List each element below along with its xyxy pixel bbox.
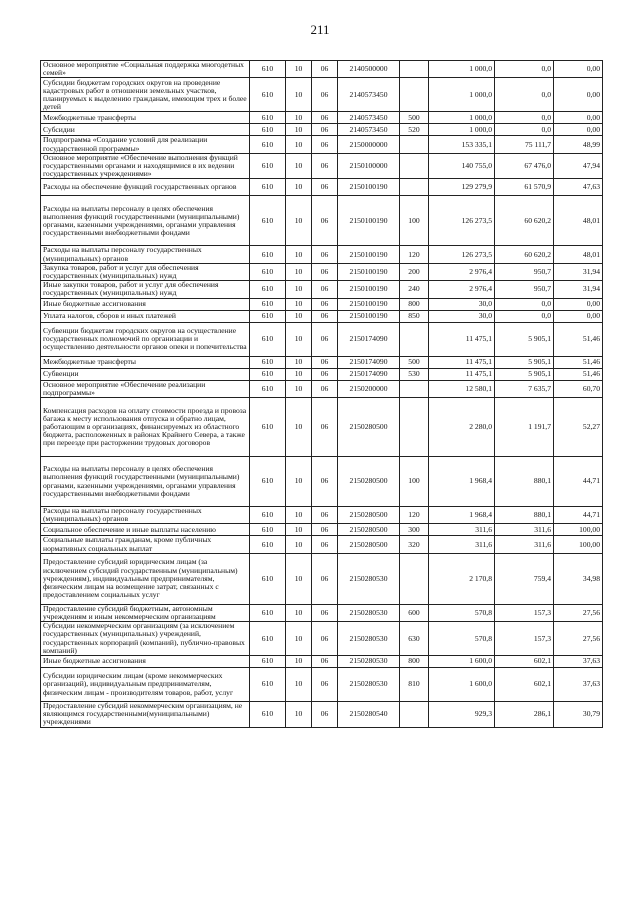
cell-target-article: 2150280500 (338, 536, 400, 553)
cell-podrazdel: 06 (312, 536, 338, 553)
cell-plan: 1 600,0 (429, 656, 495, 668)
table-row (41, 196, 603, 246)
cell-podrazdel: 06 (312, 524, 338, 536)
cell-podrazdel: 06 (312, 281, 338, 298)
cell-plan: 1 000,0 (429, 112, 495, 124)
cell-percent: 0,00 (554, 61, 603, 78)
cell-plan: 2 170,8 (429, 553, 495, 604)
table-row (41, 246, 603, 263)
cell-glava: 610 (250, 124, 286, 136)
cell-actual: 0,0 (495, 112, 554, 124)
cell-actual: 311,6 (495, 524, 554, 536)
cell-actual: 61 570,9 (495, 179, 554, 196)
cell-glava: 610 (250, 702, 286, 728)
page-number: 211 (310, 22, 330, 37)
cell-podrazdel: 06 (312, 263, 338, 280)
cell-target-article: 2150174090 (338, 368, 400, 380)
cell-plan: 929,3 (429, 702, 495, 728)
cell-percent: 100,00 (554, 536, 603, 553)
table-row (41, 368, 603, 380)
table-row (41, 281, 603, 298)
table-row (41, 536, 603, 553)
cell-name: Субсидии юридическим лицам (кроме некоммерческих организаций), индивидуальным предпринимателям, физическим лицам - производителям товаров, работ, услуг (41, 668, 250, 702)
cell-plan: 570,8 (429, 604, 495, 621)
cell-plan: 1 600,0 (429, 668, 495, 702)
table-row (41, 656, 603, 668)
cell-plan: 126 273,5 (429, 246, 495, 263)
cell-glava: 610 (250, 322, 286, 356)
cell-plan: 129 279,9 (429, 179, 495, 196)
cell-podrazdel: 06 (312, 78, 338, 112)
cell-plan: 570,8 (429, 622, 495, 656)
cell-plan: 2 280,0 (429, 398, 495, 457)
cell-actual: 0,0 (495, 310, 554, 322)
cell-actual: 880,1 (495, 457, 554, 507)
cell-name: Иные закупки товаров, работ и услуг для обеспечения государственных (муниципальных) нужд (41, 281, 250, 298)
cell-expense-type (400, 136, 429, 153)
cell-plan: 1 968,4 (429, 457, 495, 507)
cell-razdel: 10 (286, 524, 312, 536)
cell-plan: 11 475,1 (429, 322, 495, 356)
cell-name: Субсидии (41, 124, 250, 136)
cell-actual: 67 476,0 (495, 153, 554, 179)
cell-podrazdel: 06 (312, 246, 338, 263)
cell-razdel: 10 (286, 298, 312, 310)
cell-razdel: 10 (286, 61, 312, 78)
cell-name: Расходы на обеспечение функций государственных органов (41, 179, 250, 196)
cell-name: Предоставление субсидий юридическим лицам (за исключением субсидий государственным (муниципальным) учреждениям), индивидуальным предпринимателям, физическим лицам на возмещение затрат, связанных с предоставлением социальных услуг (41, 553, 250, 604)
cell-target-article: 2150280500 (338, 457, 400, 507)
cell-glava: 610 (250, 78, 286, 112)
cell-glava: 610 (250, 368, 286, 380)
cell-glava: 610 (250, 298, 286, 310)
cell-razdel: 10 (286, 322, 312, 356)
cell-name: Субвенции бюджетам городских округов на осуществление государственных полномочий по организации и осуществлению деятельности органов опеки и попечительства (41, 322, 250, 356)
cell-actual: 157,3 (495, 622, 554, 656)
table-row (41, 668, 603, 702)
table-row (41, 124, 603, 136)
cell-podrazdel: 06 (312, 356, 338, 368)
cell-glava: 610 (250, 61, 286, 78)
cell-percent: 0,00 (554, 298, 603, 310)
cell-razdel: 10 (286, 124, 312, 136)
cell-target-article: 2150100190 (338, 179, 400, 196)
cell-expense-type: 800 (400, 656, 429, 668)
cell-actual: 75 111,7 (495, 136, 554, 153)
cell-actual: 1 191,7 (495, 398, 554, 457)
cell-expense-type (400, 380, 429, 397)
cell-target-article: 2150100190 (338, 281, 400, 298)
cell-actual: 7 635,7 (495, 380, 554, 397)
cell-expense-type: 120 (400, 507, 429, 524)
cell-target-article: 2150100000 (338, 153, 400, 179)
cell-name: Основное мероприятие «Обеспечение реализации подпрограммы» (41, 380, 250, 397)
cell-plan: 2 976,4 (429, 281, 495, 298)
cell-glava: 610 (250, 136, 286, 153)
cell-razdel: 10 (286, 656, 312, 668)
table-row (41, 136, 603, 153)
cell-razdel: 10 (286, 78, 312, 112)
cell-expense-type: 500 (400, 356, 429, 368)
cell-plan: 2 976,4 (429, 263, 495, 280)
cell-expense-type: 800 (400, 298, 429, 310)
cell-target-article: 2150280530 (338, 553, 400, 604)
cell-percent: 100,00 (554, 524, 603, 536)
cell-plan: 30,0 (429, 310, 495, 322)
cell-plan: 311,6 (429, 524, 495, 536)
cell-percent: 30,79 (554, 702, 603, 728)
cell-name: Компенсация расходов на оплату стоимости проезда и провоза багажа к месту использования отпуска и обратно лицам, работающим в организациях, финансируемых из областного бюджета, расположенных в районах Крайнего Севера, а также при переезде при расторжении трудовых договоров (41, 398, 250, 457)
cell-plan: 1 968,4 (429, 507, 495, 524)
cell-percent: 34,98 (554, 553, 603, 604)
cell-razdel: 10 (286, 604, 312, 621)
cell-expense-type (400, 702, 429, 728)
table-row (41, 322, 603, 356)
cell-expense-type (400, 179, 429, 196)
cell-podrazdel: 06 (312, 61, 338, 78)
cell-expense-type: 240 (400, 281, 429, 298)
cell-expense-type: 120 (400, 246, 429, 263)
cell-razdel: 10 (286, 380, 312, 397)
table-row (41, 604, 603, 621)
table-row (41, 553, 603, 604)
cell-actual: 157,3 (495, 604, 554, 621)
cell-glava: 610 (250, 536, 286, 553)
cell-target-article: 2150174090 (338, 322, 400, 356)
table-row (41, 380, 603, 397)
cell-target-article: 2140573450 (338, 78, 400, 112)
cell-glava: 610 (250, 196, 286, 246)
cell-actual: 5 905,1 (495, 322, 554, 356)
cell-podrazdel: 06 (312, 179, 338, 196)
table-row (41, 179, 603, 196)
cell-razdel: 10 (286, 507, 312, 524)
cell-actual: 0,0 (495, 298, 554, 310)
cell-percent: 48,01 (554, 196, 603, 246)
cell-name: Субсидии бюджетам городских округов на проведение кадастровых работ в отношении земельных участков, планируемых к выделению гражданам, имеющим трех и более детей (41, 78, 250, 112)
table-row (41, 398, 603, 457)
cell-plan: 11 475,1 (429, 356, 495, 368)
cell-razdel: 10 (286, 112, 312, 124)
cell-razdel: 10 (286, 553, 312, 604)
cell-podrazdel: 06 (312, 310, 338, 322)
cell-plan: 12 580,1 (429, 380, 495, 397)
cell-plan: 11 475,1 (429, 368, 495, 380)
cell-expense-type (400, 553, 429, 604)
cell-podrazdel: 06 (312, 702, 338, 728)
cell-percent: 51,46 (554, 322, 603, 356)
cell-glava: 610 (250, 263, 286, 280)
cell-expense-type (400, 398, 429, 457)
cell-actual: 5 905,1 (495, 356, 554, 368)
cell-target-article: 2150174090 (338, 356, 400, 368)
cell-glava: 610 (250, 153, 286, 179)
cell-glava: 610 (250, 524, 286, 536)
cell-razdel: 10 (286, 153, 312, 179)
cell-name: Основное мероприятие «Обеспечение выполнения функций государственными органами и находящимися в их ведении государственных учреждениями» (41, 153, 250, 179)
cell-glava: 610 (250, 179, 286, 196)
table-row (41, 112, 603, 124)
cell-percent: 44,71 (554, 457, 603, 507)
cell-expense-type (400, 78, 429, 112)
table-row (41, 310, 603, 322)
cell-actual: 286,1 (495, 702, 554, 728)
cell-name: Межбюджетные трансферты (41, 112, 250, 124)
cell-name: Уплата налогов, сборов и иных платежей (41, 310, 250, 322)
cell-percent: 48,99 (554, 136, 603, 153)
cell-name: Расходы на выплаты персоналу государственных (муниципальных) органов (41, 246, 250, 263)
cell-name: Социальные выплаты гражданам, кроме публичных нормативных социальных выплат (41, 536, 250, 553)
cell-actual: 759,4 (495, 553, 554, 604)
cell-target-article: 2150100190 (338, 196, 400, 246)
table-row (41, 507, 603, 524)
cell-expense-type: 810 (400, 668, 429, 702)
cell-target-article: 2140500000 (338, 61, 400, 78)
cell-actual: 0,0 (495, 78, 554, 112)
cell-podrazdel: 06 (312, 604, 338, 621)
cell-target-article: 2150000000 (338, 136, 400, 153)
cell-glava: 610 (250, 656, 286, 668)
cell-percent: 0,00 (554, 112, 603, 124)
cell-name: Предоставление субсидий бюджетным, автономным учреждениям и иным некоммерческим организациям (41, 604, 250, 621)
table-row (41, 153, 603, 179)
cell-razdel: 10 (286, 263, 312, 280)
cell-plan: 1 000,0 (429, 124, 495, 136)
cell-glava: 610 (250, 622, 286, 656)
cell-target-article: 2150100190 (338, 246, 400, 263)
cell-percent: 27,56 (554, 622, 603, 656)
cell-percent: 47,94 (554, 153, 603, 179)
cell-percent: 60,70 (554, 380, 603, 397)
cell-podrazdel: 06 (312, 322, 338, 356)
cell-percent: 0,00 (554, 124, 603, 136)
cell-expense-type: 320 (400, 536, 429, 553)
cell-percent: 51,46 (554, 356, 603, 368)
cell-razdel: 10 (286, 281, 312, 298)
cell-razdel: 10 (286, 246, 312, 263)
cell-podrazdel: 06 (312, 622, 338, 656)
cell-name: Основное мероприятие «Социальная поддержка многодетных семей» (41, 61, 250, 78)
cell-percent: 0,00 (554, 310, 603, 322)
cell-razdel: 10 (286, 668, 312, 702)
cell-percent: 44,71 (554, 507, 603, 524)
cell-razdel: 10 (286, 179, 312, 196)
cell-plan: 1 000,0 (429, 61, 495, 78)
cell-name: Расходы на выплаты персоналу в целях обеспечения выполнения функций государственными (муниципальными) органами, казенными учреждениями, органами управления государственными внебюджетными фондами (41, 196, 250, 246)
cell-name: Субсидии некоммерческим организациям (за исключением государственных (муниципальных) учреждений, государственных корпораций (компаний), публично-правовых компаний) (41, 622, 250, 656)
cell-glava: 610 (250, 398, 286, 457)
cell-podrazdel: 06 (312, 298, 338, 310)
cell-target-article: 2150100190 (338, 310, 400, 322)
cell-actual: 950,7 (495, 281, 554, 298)
cell-actual: 602,1 (495, 668, 554, 702)
cell-target-article: 2150280540 (338, 702, 400, 728)
cell-percent: 51,46 (554, 368, 603, 380)
cell-actual: 0,0 (495, 124, 554, 136)
cell-name: Закупка товаров, работ и услуг для обеспечения государственных (муниципальных) нужд (41, 263, 250, 280)
cell-expense-type: 530 (400, 368, 429, 380)
cell-name: Расходы на выплаты персоналу в целях обеспечения выполнения функций государственными (муниципальными) органами, казенными учреждениями, органами управления государственными внебюджетными фондами (41, 457, 250, 507)
cell-actual: 5 905,1 (495, 368, 554, 380)
cell-razdel: 10 (286, 622, 312, 656)
cell-plan: 153 335,1 (429, 136, 495, 153)
cell-percent: 37,63 (554, 668, 603, 702)
cell-glava: 610 (250, 380, 286, 397)
cell-glava: 610 (250, 310, 286, 322)
cell-target-article: 2140573450 (338, 124, 400, 136)
table-row (41, 298, 603, 310)
table-body (41, 61, 603, 728)
cell-target-article: 2150100190 (338, 263, 400, 280)
cell-razdel: 10 (286, 310, 312, 322)
cell-razdel: 10 (286, 356, 312, 368)
cell-podrazdel: 06 (312, 656, 338, 668)
cell-expense-type: 600 (400, 604, 429, 621)
table-row (41, 61, 603, 78)
cell-podrazdel: 06 (312, 136, 338, 153)
cell-podrazdel: 06 (312, 153, 338, 179)
cell-plan: 311,6 (429, 536, 495, 553)
cell-target-article: 2150280500 (338, 398, 400, 457)
cell-actual: 950,7 (495, 263, 554, 280)
cell-razdel: 10 (286, 136, 312, 153)
cell-razdel: 10 (286, 457, 312, 507)
cell-target-article: 2150280500 (338, 507, 400, 524)
table-row (41, 524, 603, 536)
cell-glava: 610 (250, 507, 286, 524)
cell-actual: 0,0 (495, 61, 554, 78)
cell-target-article: 2140573450 (338, 112, 400, 124)
cell-plan: 126 273,5 (429, 196, 495, 246)
table-row (41, 622, 603, 656)
cell-percent: 31,94 (554, 281, 603, 298)
cell-actual: 60 620,2 (495, 246, 554, 263)
cell-glava: 610 (250, 553, 286, 604)
cell-name: Иные бюджетные ассигнования (41, 298, 250, 310)
cell-actual: 880,1 (495, 507, 554, 524)
cell-target-article: 2150280530 (338, 668, 400, 702)
cell-expense-type: 100 (400, 457, 429, 507)
cell-razdel: 10 (286, 536, 312, 553)
cell-podrazdel: 06 (312, 553, 338, 604)
cell-podrazdel: 06 (312, 457, 338, 507)
cell-expense-type: 520 (400, 124, 429, 136)
cell-name: Субвенции (41, 368, 250, 380)
cell-actual: 60 620,2 (495, 196, 554, 246)
cell-target-article: 2150100190 (338, 298, 400, 310)
cell-percent: 52,27 (554, 398, 603, 457)
cell-target-article: 2150280500 (338, 524, 400, 536)
cell-name: Межбюджетные трансферты (41, 356, 250, 368)
cell-podrazdel: 06 (312, 398, 338, 457)
table-row (41, 356, 603, 368)
cell-percent: 37,63 (554, 656, 603, 668)
cell-podrazdel: 06 (312, 507, 338, 524)
cell-percent: 31,94 (554, 263, 603, 280)
cell-glava: 610 (250, 281, 286, 298)
cell-plan: 140 755,0 (429, 153, 495, 179)
cell-name: Социальное обеспечение и иные выплаты населению (41, 524, 250, 536)
cell-expense-type: 850 (400, 310, 429, 322)
cell-name: Иные бюджетные ассигнования (41, 656, 250, 668)
cell-razdel: 10 (286, 702, 312, 728)
cell-podrazdel: 06 (312, 112, 338, 124)
cell-podrazdel: 06 (312, 668, 338, 702)
cell-glava: 610 (250, 112, 286, 124)
cell-target-article: 2150280530 (338, 604, 400, 621)
cell-expense-type (400, 153, 429, 179)
cell-expense-type (400, 322, 429, 356)
cell-glava: 610 (250, 356, 286, 368)
cell-actual: 311,6 (495, 536, 554, 553)
cell-percent: 27,56 (554, 604, 603, 621)
cell-podrazdel: 06 (312, 380, 338, 397)
table-row (41, 263, 603, 280)
cell-razdel: 10 (286, 398, 312, 457)
cell-glava: 610 (250, 457, 286, 507)
table-row (41, 457, 603, 507)
cell-expense-type: 500 (400, 112, 429, 124)
cell-target-article: 2150200000 (338, 380, 400, 397)
cell-expense-type: 100 (400, 196, 429, 246)
cell-name: Предоставление субсидий некоммерческим организациям, не являющимся государственными(муниципальными) учреждениями (41, 702, 250, 728)
cell-expense-type (400, 61, 429, 78)
cell-percent: 0,00 (554, 78, 603, 112)
cell-podrazdel: 06 (312, 124, 338, 136)
cell-glava: 610 (250, 246, 286, 263)
cell-target-article: 2150280530 (338, 622, 400, 656)
cell-name: Расходы на выплаты персоналу государственных (муниципальных) органов (41, 507, 250, 524)
cell-glava: 610 (250, 668, 286, 702)
cell-expense-type: 200 (400, 263, 429, 280)
cell-razdel: 10 (286, 196, 312, 246)
cell-razdel: 10 (286, 368, 312, 380)
cell-podrazdel: 06 (312, 196, 338, 246)
cell-glava: 610 (250, 604, 286, 621)
table-row (41, 78, 603, 112)
cell-name: Подпрограмма «Создание условий для реализации государственной программы» (41, 136, 250, 153)
cell-plan: 30,0 (429, 298, 495, 310)
cell-plan: 1 000,0 (429, 78, 495, 112)
table-row (41, 702, 603, 728)
cell-expense-type: 630 (400, 622, 429, 656)
cell-percent: 48,01 (554, 246, 603, 263)
cell-percent: 47,63 (554, 179, 603, 196)
cell-podrazdel: 06 (312, 368, 338, 380)
budget-table (40, 60, 603, 728)
cell-actual: 602,1 (495, 656, 554, 668)
cell-expense-type: 300 (400, 524, 429, 536)
cell-target-article: 2150280530 (338, 656, 400, 668)
